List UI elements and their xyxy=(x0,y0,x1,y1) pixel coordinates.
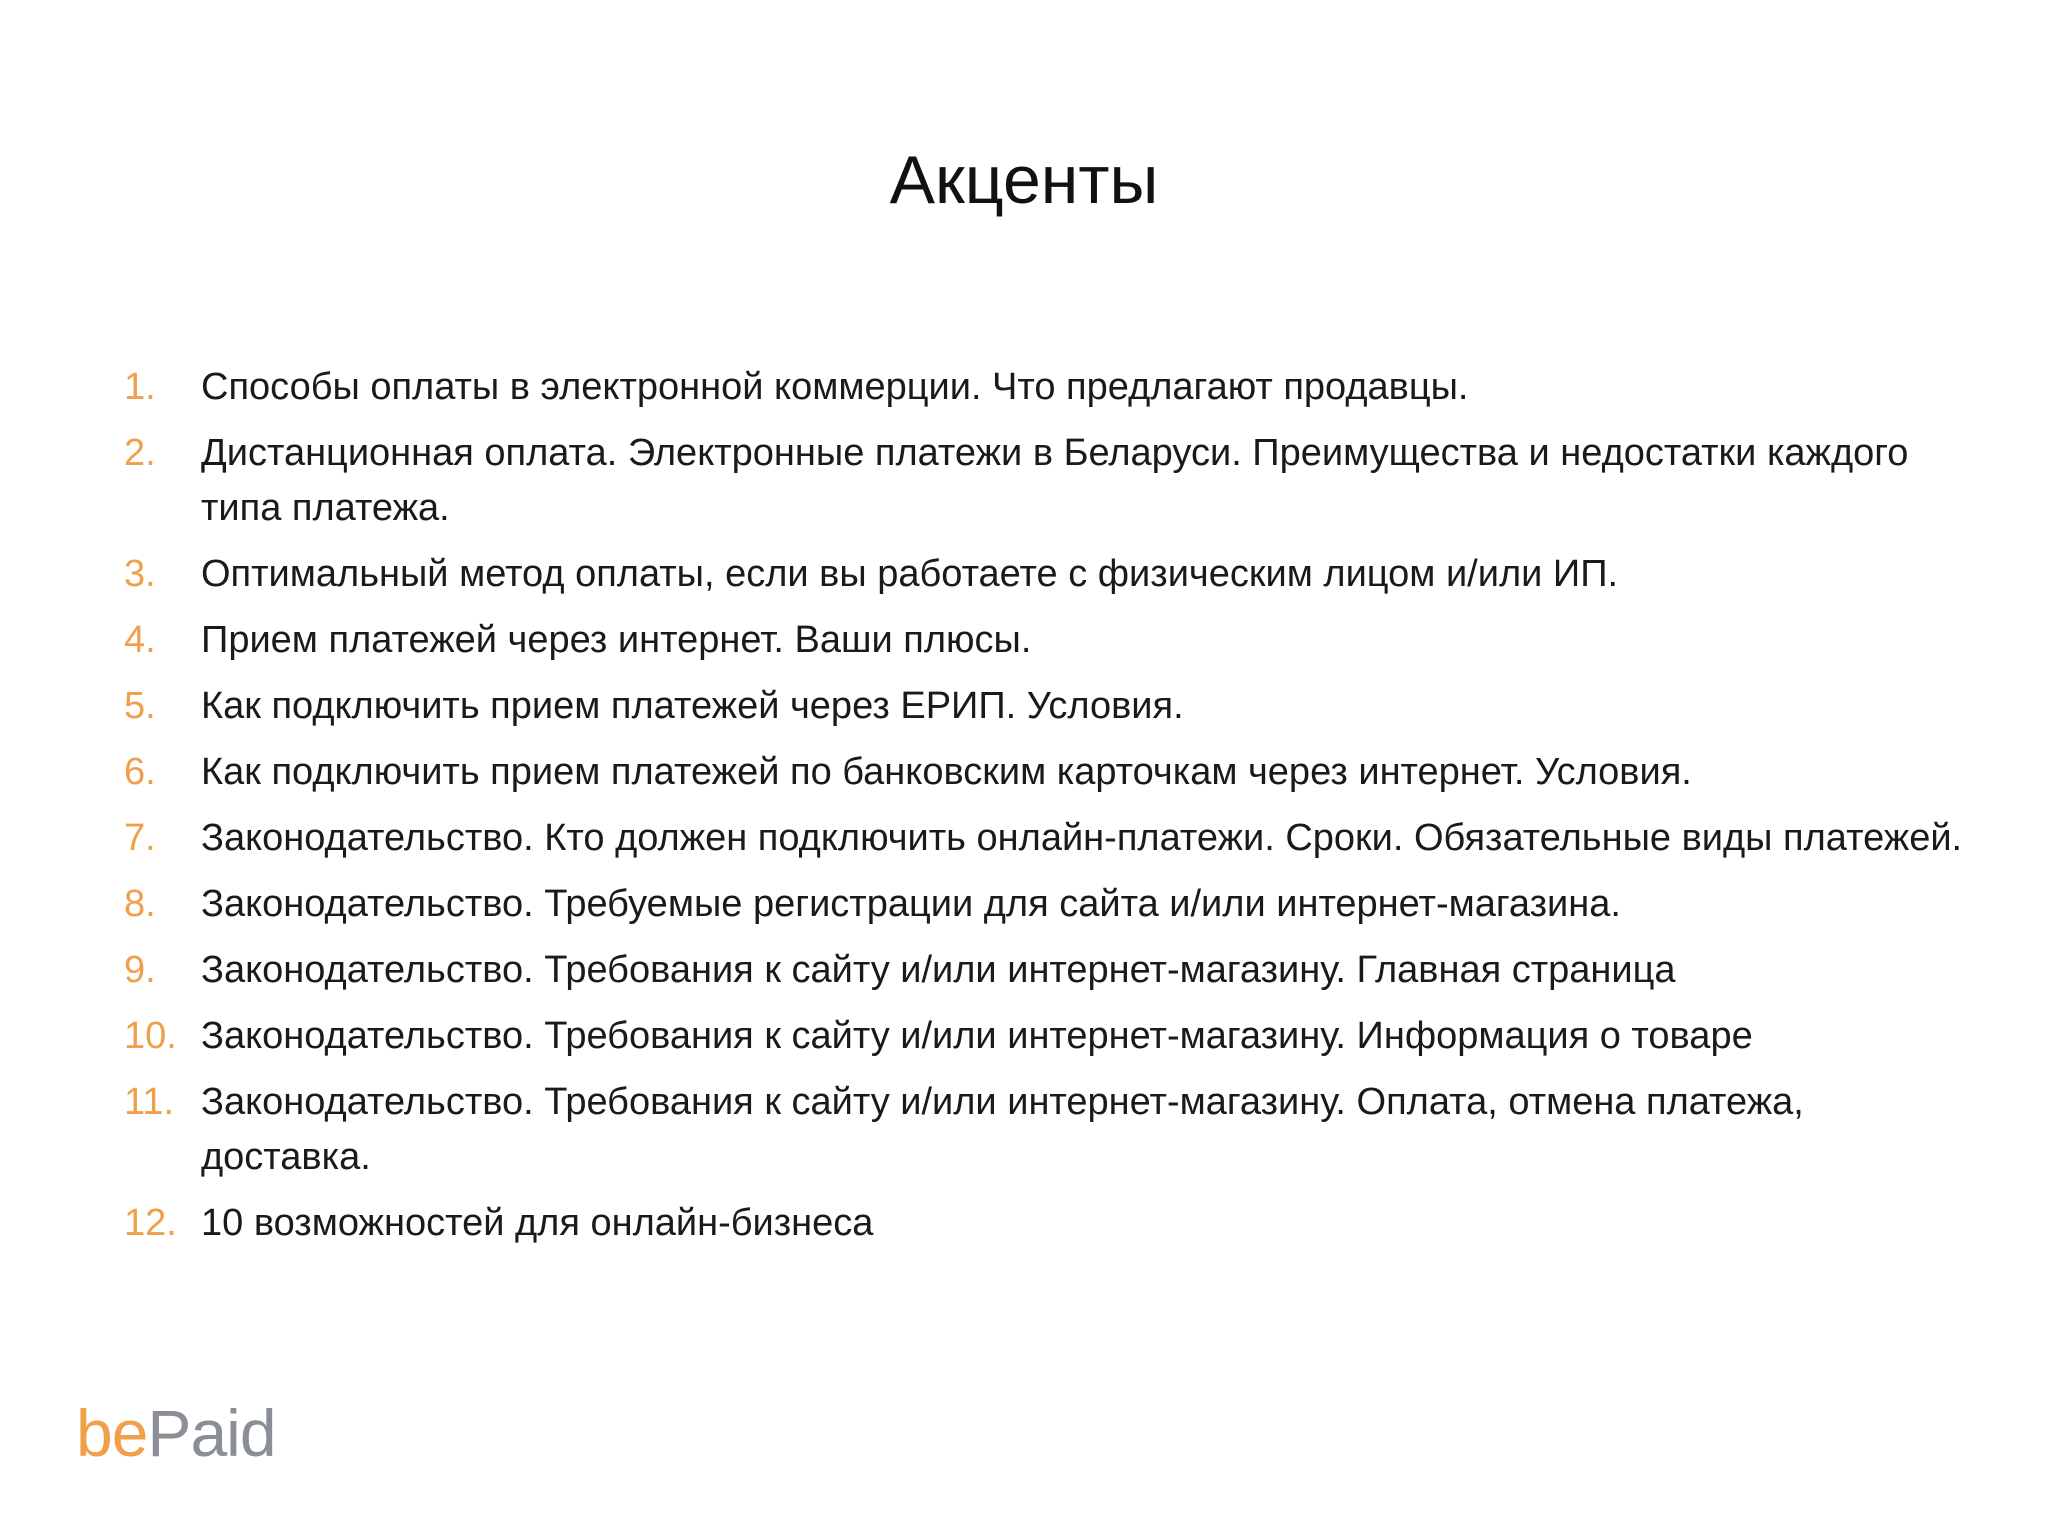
agenda-item-5 xyxy=(124,679,1964,734)
item-number: 10. xyxy=(124,1015,177,1057)
item-text: Оптимальный метод оплаты, если вы работаете с физическим лицом и/или ИП. xyxy=(201,553,1619,595)
agenda-item-10 xyxy=(124,1009,1964,1064)
bepaid-logo xyxy=(76,1396,276,1470)
agenda-item-7 xyxy=(124,811,1964,866)
item-number: 1. xyxy=(124,366,156,408)
agenda-list xyxy=(124,360,1964,1262)
item-text: Законодательство. Требования к сайту и/или интернет-магазину. Оплата, отмена платежа, доставка. xyxy=(201,1081,1804,1178)
item-text: Законодательство. Требования к сайту и/или интернет-магазину. Главная страница xyxy=(201,949,1676,991)
logo-paid: Paid xyxy=(147,1396,276,1470)
agenda-item-3 xyxy=(124,547,1964,602)
item-number: 2. xyxy=(124,432,156,474)
agenda-item-4 xyxy=(124,613,1964,668)
item-number: 3. xyxy=(124,553,156,595)
item-text: Законодательство. Требуемые регистрации для сайта и/или интернет-магазина. xyxy=(201,883,1621,925)
item-text: Законодательство. Требования к сайту и/или интернет-магазину. Информация о товаре xyxy=(201,1015,1753,1057)
slide-title: Акценты xyxy=(889,142,1159,218)
agenda-item-8 xyxy=(124,877,1964,932)
item-number: 7. xyxy=(124,817,156,859)
item-number: 5. xyxy=(124,685,156,727)
item-text: Дистанционная оплата. Электронные платежи в Беларуси. Преимущества и недостатки каждого типа платежа. xyxy=(201,432,1909,529)
item-number: 11. xyxy=(124,1081,175,1123)
item-text: Способы оплаты в электронной коммерции. Что предлагают продавцы. xyxy=(201,366,1469,408)
item-number: 12. xyxy=(124,1202,177,1244)
item-number: 6. xyxy=(124,751,156,793)
item-text: Как подключить прием платежей через ЕРИП. Условия. xyxy=(201,685,1184,727)
logo-be: be xyxy=(76,1396,148,1470)
item-number: 8. xyxy=(124,883,156,925)
agenda-item-6 xyxy=(124,745,1964,800)
item-text: 10 возможностей для онлайн-бизнеса xyxy=(201,1202,874,1244)
item-number: 9. xyxy=(124,949,156,991)
item-text: Законодательство. Кто должен подключить онлайн-платежи. Сроки. Обязательные виды платежей. xyxy=(201,817,1963,859)
agenda-item-12 xyxy=(124,1196,1964,1251)
item-number: 4. xyxy=(124,619,156,661)
item-text: Прием платежей через интернет. Ваши плюсы. xyxy=(201,619,1032,661)
agenda-item-1 xyxy=(124,360,1964,415)
agenda-item-2 xyxy=(124,426,1964,536)
agenda-item-11 xyxy=(124,1075,1964,1185)
item-text: Как подключить прием платежей по банковским карточкам через интернет. Условия. xyxy=(201,751,1692,793)
agenda-item-9 xyxy=(124,943,1964,998)
